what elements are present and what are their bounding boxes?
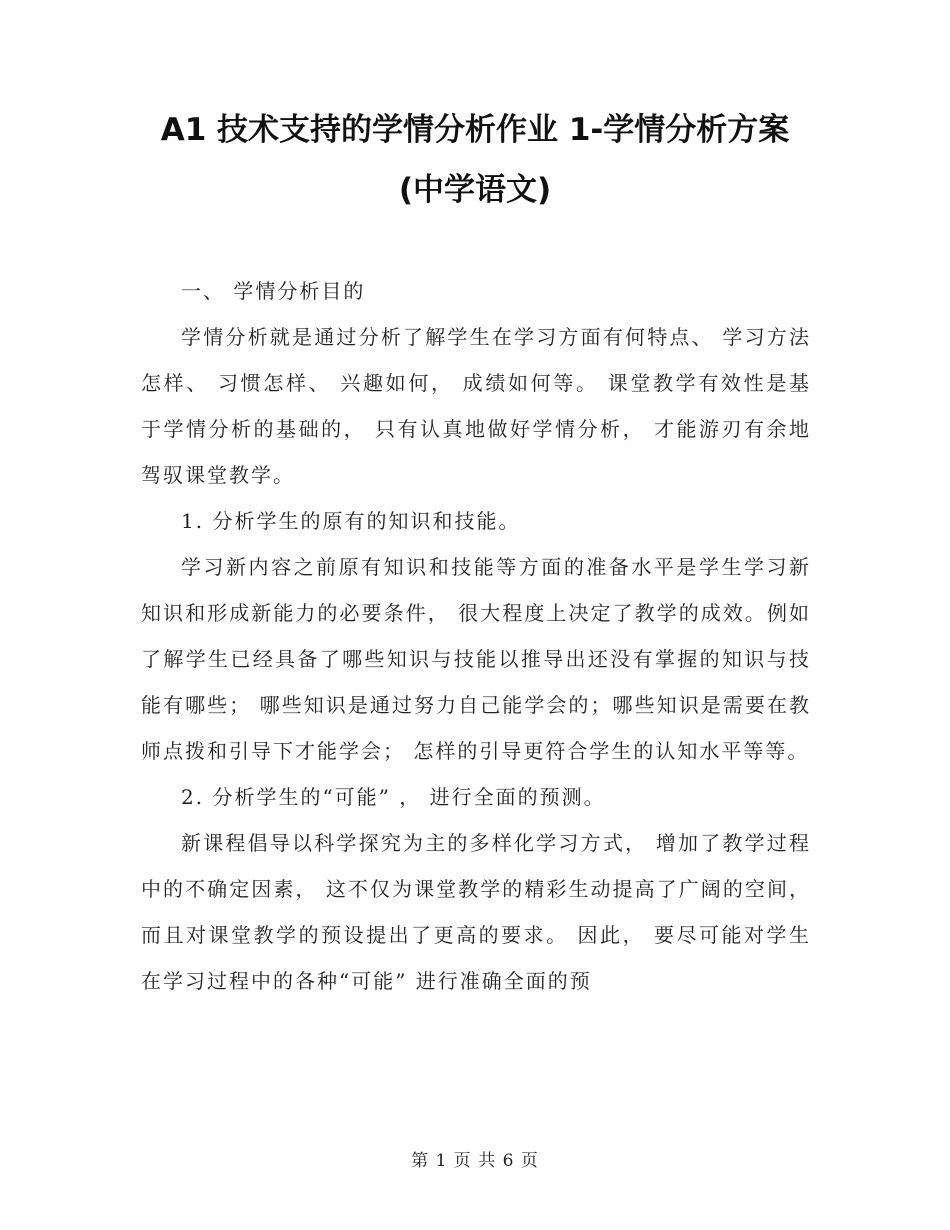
title-line-1: A1 技术支持的学情分析作业 1-学情分析方案 xyxy=(160,112,790,148)
title-line-2: (中学语文) xyxy=(398,172,552,208)
subsection-heading: 2. 分析学生的“可能” ， 进行全面的预测。 xyxy=(181,785,606,809)
body-paragraph: 学情分析就是通过分析了解学生在学习方面有何特点、 学习方法怎样、 习惯怎样、 兴趣如何， 成绩如何等。 课堂教学有效性是基于学情分析的基础的， 只有认真地做好学情分析， 才能游刃有余地驾驭课堂教学。 xyxy=(141,325,811,487)
body-paragraph: 学习新内容之前原有知识和技能等方面的准备水平是学生学习新知识和形成新能力的必要条件， 很大程度上决定了教学的成效。例如了解学生已经具备了哪些知识与技能以推导出还没有掌握的知识与技能有哪些； 哪些知识是通过努力自己能学会的；哪些知识是需要在教师点拨和引导下才能学会； 怎样的引导更符合学生的认知水平等等。 xyxy=(141,555,811,763)
document-title xyxy=(100,100,850,220)
document-body xyxy=(141,268,811,1004)
subsection-heading: 1. 分析学生的原有的知识和技能。 xyxy=(181,509,521,533)
page-footer: 第 1 页 共 6 页 xyxy=(411,1151,539,1171)
section-heading: 一、 学情分析目的 xyxy=(181,279,366,303)
body-paragraph: 新课程倡导以科学探究为主的多样化学习方式， 增加了教学过程中的不确定因素， 这不仅为课堂教学的精彩生动提高了广阔的空间， 而且对课堂教学的预设提出了更高的要求。 因此， 要尽可能对学生在学习过程中的各种“可能” 进行准确全面的预 xyxy=(141,831,811,993)
